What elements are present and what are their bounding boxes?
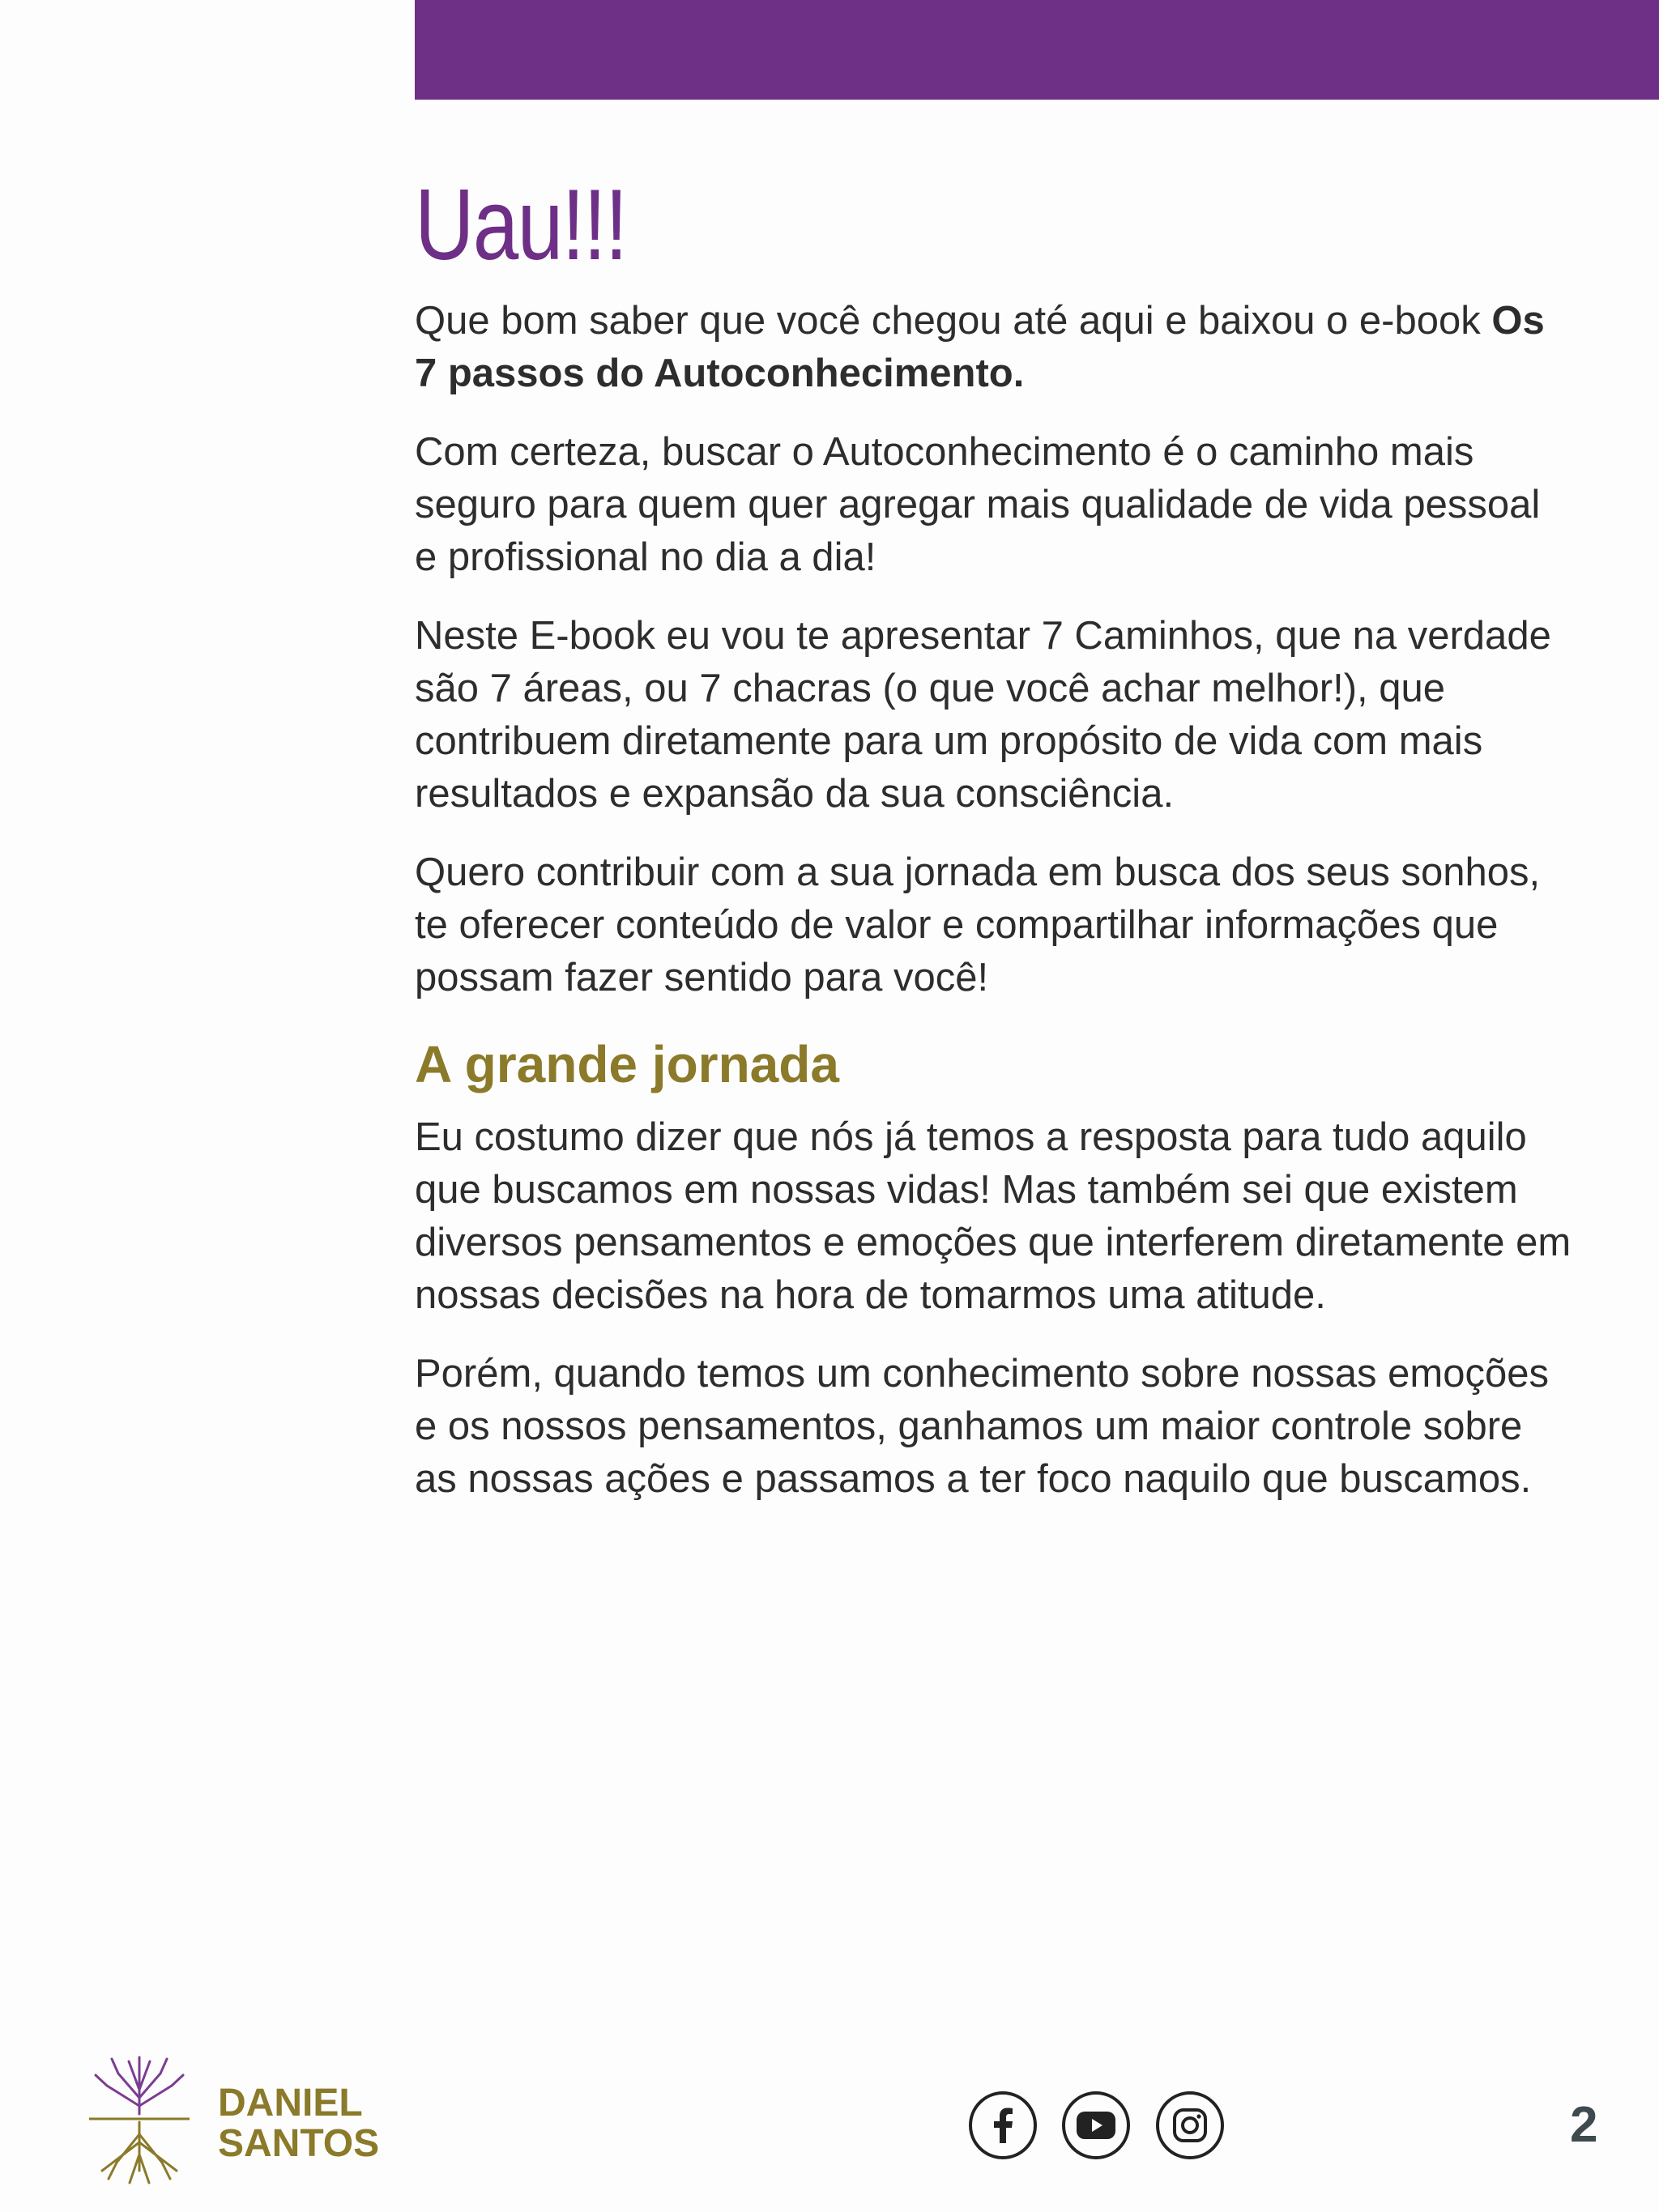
header-bar (415, 0, 1659, 100)
tree-of-life-icon (84, 2049, 194, 2187)
intro-text: Que bom saber que você chegou até aqui e baixou o e-book (415, 299, 1492, 343)
intro-paragraph (415, 295, 1573, 400)
logo-text (218, 2083, 379, 2164)
page-content (415, 170, 1573, 1532)
page-title: Uau!!! (415, 169, 627, 281)
section-paragraph-2: Porém, quando temos um conhecimento sobre nossas emoções e os nossos pensamentos, ganhamos um maior controle sobre as nossas ações e passamos a ter foco naquilo que buscamos. (415, 1352, 1549, 1501)
section-heading: A grande jornada (415, 1035, 839, 1093)
instagram-icon[interactable] (1156, 2091, 1224, 2159)
youtube-icon[interactable] (1062, 2091, 1130, 2159)
facebook-icon[interactable] (969, 2091, 1037, 2159)
page-number: 2 (1570, 2097, 1598, 2153)
logo-line-1: DANIEL (218, 2082, 363, 2125)
section-paragraph-1: Eu costumo dizer que nós já temos a resposta para tudo aquilo que buscamos em nossas vidas! Mas também sei que existem diversos pensamentos e emoções que interferem diretamente em nossas decisões na hora de tomarmos uma atitude. (415, 1115, 1572, 1317)
paragraph-1: Com certeza, buscar o Autoconhecimento é o caminho mais seguro para quem quer agregar mais qualidade de vida pessoal e profissional no dia a dia! (415, 430, 1541, 579)
ebook-title: Os 7 passos do Autoconhecimento. (415, 299, 1545, 395)
logo-line-2: SANTOS (218, 2122, 380, 2165)
brand-logo (84, 2049, 392, 2187)
paragraph-2: Neste E-book eu vou te apresentar 7 Caminhos, que na verdade são 7 áreas, ou 7 chacras (o que você achar melhor!), que contribuem diretamente para um propósito de vida com mais resultados e expansão da sua consciência. (415, 614, 1551, 816)
paragraph-3: Quero contribuir com a sua jornada em busca dos seus sonhos, te oferecer conteúdo de valor e compartilhar informações que possam fazer sentido para você! (415, 850, 1541, 999)
